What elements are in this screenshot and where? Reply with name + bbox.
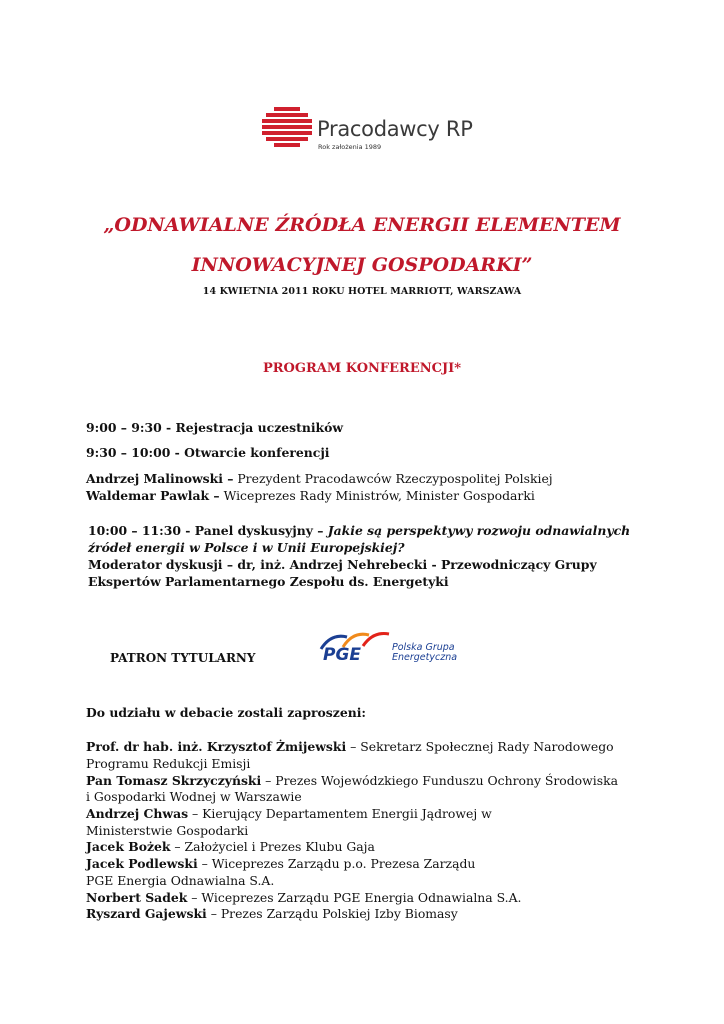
invited-line: Jacek Bożek – Założyciel i Prezes Klubu Gaja bbox=[86, 839, 375, 854]
invited-line: Norbert Sadek – Wiceprezes Zarządu PGE Energia Odnawialna S.A. bbox=[86, 890, 522, 905]
invited-line: Programu Redukcji Emisji bbox=[86, 756, 251, 771]
invited-line: Ryszard Gajewski – Prezes Zarządu Polskiej Izby Biomasy bbox=[86, 906, 458, 921]
logo-subtitle: Rok założenia 1989 bbox=[318, 143, 382, 151]
invited-line: Jacek Podlewski – Wiceprezes Zarządu p.o. Prezesa Zarządu bbox=[86, 856, 476, 871]
pracodawcy-stripes-icon bbox=[262, 107, 312, 151]
pge-logo bbox=[289, 621, 481, 678]
speaker-row: Waldemar Pawlak – Wiceprezes Rady Ministrów, Minister Gospodarki bbox=[86, 488, 535, 503]
date-location: 14 KWIETNIA 2011 ROKU HOTEL MARRIOTT, WARSZAWA bbox=[202, 286, 522, 297]
agenda-item-registration: 9:00 – 9:30 - Rejestracja uczestników bbox=[86, 420, 344, 435]
patron-label: PATRON TYTULARNY bbox=[110, 651, 256, 665]
invited-line: PGE Energia Odnawialna S.A. bbox=[86, 873, 275, 888]
invited-line: i Gospodarki Wodnej w Warszawie bbox=[86, 789, 302, 804]
program-heading: PROGRAM KONFERENCJI* bbox=[262, 361, 462, 376]
speaker-row: Andrzej Malinowski – Prezydent Pracodawców Rzeczypospolitej Polskiej bbox=[86, 471, 553, 486]
invited-heading: Do udziału w debacie zostali zaproszeni: bbox=[86, 705, 366, 720]
panel-line-1: 10:00 – 11:30 - Panel dyskusyjny – Jakie są perspektywy rozwoju odnawialnych bbox=[88, 523, 631, 538]
pge-logo-name bbox=[392, 643, 457, 663]
logo-name: Pracodawcy RP bbox=[317, 117, 473, 141]
title-line-2: INNOWACYJNEJ GOSPODARKI” bbox=[191, 254, 533, 276]
pracodawcy-rp-logo bbox=[255, 90, 473, 170]
invited-line: Pan Tomasz Skrzyczyński – Prezes Wojewódzkiego Funduszu Ochrony Środowiska bbox=[86, 773, 618, 788]
panel-line-2: źródeł energii w Polsce i w Unii Europejskiej? bbox=[88, 540, 405, 555]
pge-name-line-1: Polska Grupa bbox=[392, 642, 455, 653]
agenda-item-opening: 9:30 – 10:00 - Otwarcie konferencji bbox=[86, 445, 330, 460]
title-line-1: „ODNAWIALNE ŹRÓDŁA ENERGII ELEMENTEM bbox=[103, 214, 621, 236]
pge-name-line-2: Energetyczna bbox=[392, 652, 458, 663]
moderator-line-1: Moderator dyskusji – dr, inż. Andrzej Nehrebecki - Przewodniczący Grupy bbox=[88, 557, 597, 572]
invited-line: Ministerstwie Gospodarki bbox=[86, 823, 249, 838]
invited-line: Andrzej Chwas – Kierujący Departamentem Energii Jądrowej w bbox=[86, 806, 492, 821]
invited-line: Prof. dr hab. inż. Krzysztof Żmijewski – Sekretarz Społecznej Rady Narodowego bbox=[86, 739, 614, 754]
pge-logo-text: PGE bbox=[323, 645, 362, 665]
moderator-line-2: Ekspertów Parlamentarnego Zespołu ds. Energetyki bbox=[88, 574, 449, 589]
